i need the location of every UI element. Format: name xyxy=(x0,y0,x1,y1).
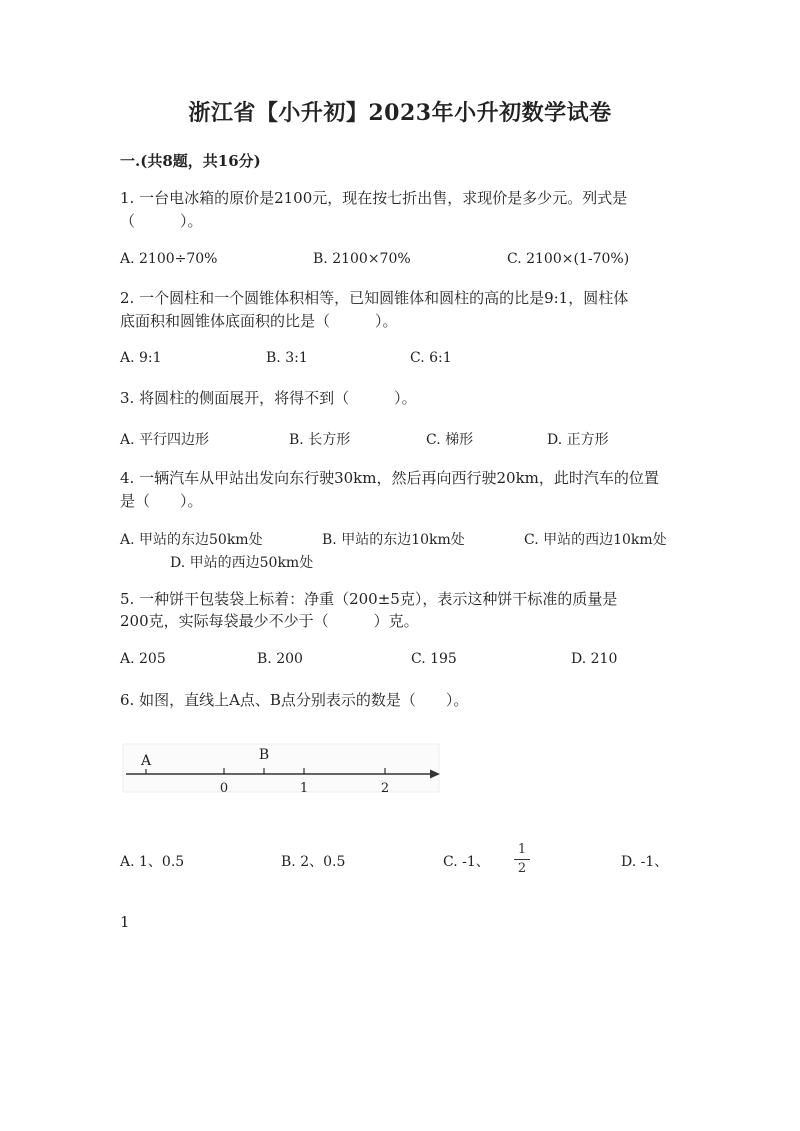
question-4-option-c: C. 甲站的西边10km处 xyxy=(524,532,667,548)
point-b-label: B xyxy=(258,747,270,763)
figure-frame xyxy=(123,744,439,792)
fraction-one-half xyxy=(514,842,530,877)
question-6-option-b: B. 2、0.5 xyxy=(281,854,346,870)
tick-label-0: 0 xyxy=(219,781,229,794)
fraction-bar xyxy=(514,859,530,860)
question-3-option-a: A. 平行四边形 xyxy=(120,432,210,448)
question-2-line-2: 底面积和圆锥体底面积的比是（ ）。 xyxy=(120,312,398,330)
question-1-line-2: （ ）。 xyxy=(120,212,203,230)
question-6-option-c: C. -1、 xyxy=(443,854,490,870)
question-6-line-1: 6. 如图，直线上A点、B点分别表示的数是（ ）。 xyxy=(120,691,469,709)
section-heading: 一.(共8题，共16分) xyxy=(120,152,261,170)
question-6-option-d-continued: 1 xyxy=(120,913,130,931)
page-title: 浙江省【小升初】2023年小升初数学试卷 xyxy=(188,100,612,126)
question-3-option-c: C. 梯形 xyxy=(426,432,474,448)
question-2-option-b: B. 3:1 xyxy=(266,350,308,366)
fraction-numerator: 1 xyxy=(517,842,527,857)
question-5-option-d: D. 210 xyxy=(571,651,618,667)
question-1-line-1: 1. 一台电冰箱的原价是2100元，现在按七折出售，求现价是多少元。列式是 xyxy=(120,189,628,207)
question-4-option-b: B. 甲站的东边10km处 xyxy=(322,532,465,548)
question-2-line-1: 2. 一个圆柱和一个圆锥体积相等，已知圆锥体和圆柱的高的比是9:1，圆柱体 xyxy=(120,289,629,307)
question-5-line-1: 5. 一种饼干包装袋上标着：净重（200±5克），表示这种饼干标准的质量是 xyxy=(120,590,618,608)
question-4-option-a: A. 甲站的东边50km处 xyxy=(120,532,263,548)
question-4-line-1: 4. 一辆汽车从甲站出发向东行驶30km，然后再向西行驶20km，此时汽车的位置 xyxy=(120,469,659,487)
question-6-option-a: A. 1、0.5 xyxy=(120,854,185,870)
question-5-option-a: A. 205 xyxy=(120,651,166,667)
question-4-line-2: 是（ ）。 xyxy=(120,492,203,510)
question-3-line-1: 3. 将圆柱的侧面展开，将得不到（ ）。 xyxy=(120,389,417,407)
question-5-option-c: C. 195 xyxy=(411,651,457,667)
tick-label-2: 2 xyxy=(380,781,390,794)
question-4-option-d: D. 甲站的西边50km处 xyxy=(170,555,314,571)
question-3-option-d: D. 正方形 xyxy=(547,432,609,448)
question-2-option-a: A. 9:1 xyxy=(120,350,162,366)
point-a-label: A xyxy=(140,753,152,769)
question-1-option-c: C. 2100×(1-70%) xyxy=(507,251,630,267)
question-5-line-2: 200克，实际每袋最少不少于（ ）克。 xyxy=(120,612,419,630)
question-5-option-b: B. 200 xyxy=(257,651,303,667)
number-line-figure xyxy=(120,742,442,794)
question-3-option-b: B. 长方形 xyxy=(289,432,351,448)
question-1-option-b: B. 2100×70% xyxy=(313,251,411,267)
question-1-option-a: A. 2100÷70% xyxy=(120,251,218,267)
question-2-option-c: C. 6:1 xyxy=(410,350,452,366)
question-6-option-d: D. -1、 xyxy=(621,854,669,870)
fraction-denominator: 2 xyxy=(517,861,527,876)
tick-label-1: 1 xyxy=(299,781,309,794)
